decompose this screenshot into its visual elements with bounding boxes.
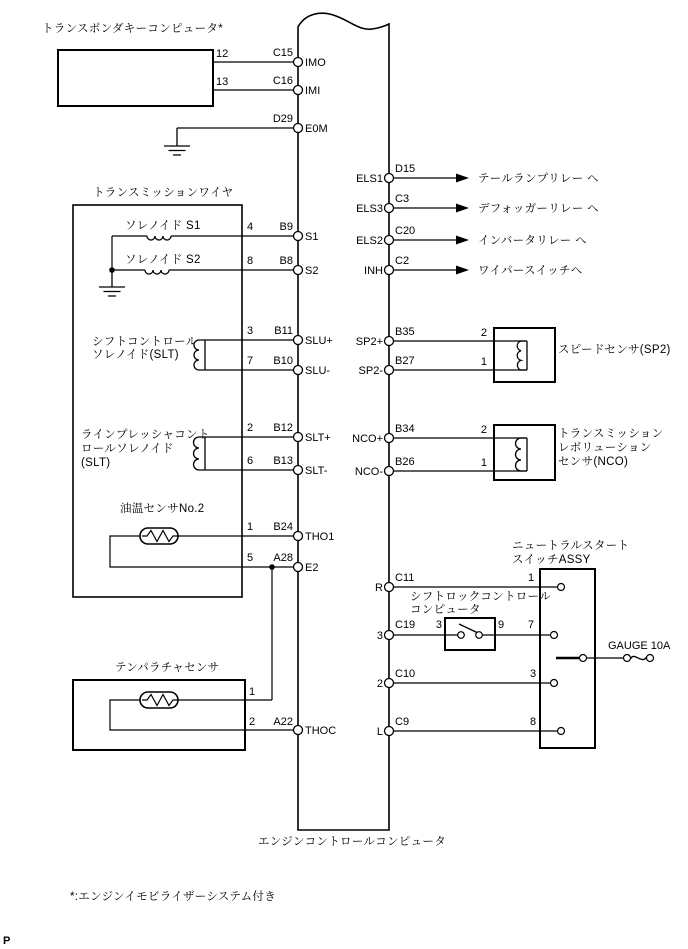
terminal-label: IMO — [305, 57, 326, 69]
connector-code: B10 — [273, 355, 293, 367]
transponder-box — [58, 50, 213, 106]
connector-code: C19 — [395, 619, 416, 631]
page-marker: P — [3, 935, 11, 947]
switch-icon-shift-lock — [458, 624, 483, 638]
pin-label: 5 — [247, 552, 254, 564]
footnote: *:エンジンイモビライザーシステム付き — [70, 891, 276, 903]
terminal-circle-s1 — [294, 232, 303, 241]
coil-icon-s2 — [145, 270, 169, 274]
terminal-circle-sp2-plus — [385, 337, 394, 346]
terminal-circle-slt-plus — [294, 433, 303, 442]
terminal-label: SLU+ — [305, 335, 333, 347]
terminal-circle-inh — [385, 266, 394, 275]
terminal-circle-slu-plus — [294, 336, 303, 345]
solenoid-s1-label: ソレノイド S1 — [125, 220, 201, 232]
pin-label: 2 — [480, 327, 487, 339]
pin-label: 1 — [249, 686, 256, 698]
terminal-label: E0M — [305, 123, 328, 135]
pin-label: 3 — [530, 668, 537, 680]
pin-label: 8 — [530, 716, 537, 728]
speed-sensor-label: スピードセンサ(SP2) — [558, 344, 671, 356]
coil-icon-speed-sensor — [517, 341, 527, 370]
terminal-circle-s2 — [294, 266, 303, 275]
neutral-start-label-line1: ニュートラルスタート — [512, 540, 630, 552]
connector-code: B34 — [395, 423, 415, 435]
temperature-sensor-box — [73, 680, 245, 750]
connector-code: A22 — [273, 716, 293, 728]
temperature-sensor-label: テンパラチャセンサ — [115, 662, 220, 674]
terminal-circle-nco-plus — [385, 434, 394, 443]
terminal-circle-nco-minus — [385, 467, 394, 476]
shift-lock-box — [445, 618, 495, 650]
pin-label: 13 — [216, 76, 229, 88]
coil-icon-slt — [194, 437, 205, 470]
terminal-circle-e0m — [294, 124, 303, 133]
terminal-circle-r — [385, 583, 394, 592]
relay-dest-label: ワイパースイッチへ — [478, 265, 583, 277]
ecu-box — [298, 13, 389, 830]
terminal-label: ELS1 — [356, 173, 383, 185]
pin-label: 8 — [247, 255, 254, 267]
ground-icon-solenoid — [99, 270, 125, 296]
solenoid-s2-label: ソレノイド S2 — [125, 254, 201, 266]
connector-code: C3 — [395, 193, 410, 205]
terminal-label: NCO+ — [352, 433, 383, 445]
pin-label: 1 — [528, 572, 535, 584]
connector-code: A28 — [273, 552, 293, 564]
pin-label: 2 — [247, 422, 254, 434]
neutral-start-label-line2: スイッチASSY — [512, 554, 591, 566]
terminal-circle-2 — [385, 679, 394, 688]
connector-code: B8 — [279, 255, 293, 267]
terminal-label: E2 — [305, 562, 319, 574]
connector-code: B27 — [395, 355, 415, 367]
resistor-icon-oil-temp — [140, 528, 178, 544]
connector-code: B24 — [273, 521, 293, 533]
terminal-label: S1 — [305, 231, 319, 243]
pin-label: 12 — [216, 48, 229, 60]
pin-label: 3 — [435, 619, 442, 631]
terminal-label: SLT- — [305, 465, 328, 477]
connector-code: D29 — [272, 113, 293, 125]
connector-code: B13 — [273, 455, 293, 467]
pin-label: 1 — [480, 457, 487, 469]
terminal-label: NCO- — [354, 466, 383, 478]
terminal-label: INH — [364, 265, 383, 277]
terminal-circle-slt-minus — [294, 466, 303, 475]
pin-label: 7 — [528, 619, 535, 631]
speed-sensor-box — [494, 328, 555, 382]
terminal-circle-e2 — [294, 563, 303, 572]
junction-dot — [109, 267, 115, 273]
terminal-circle-thoc — [294, 726, 303, 735]
revolution-sensor-label-line2: レボリューション — [558, 442, 652, 454]
pin-label: 9 — [498, 619, 505, 631]
terminal-circle-tho1 — [294, 532, 303, 541]
relay-dest-label: テールランプリレー へ — [478, 173, 599, 185]
pin-label: 2 — [249, 716, 256, 728]
connector-code: B11 — [274, 325, 293, 337]
terminal-label: SP2+ — [355, 336, 383, 348]
terminal-circle-3 — [385, 631, 394, 640]
connector-code: C2 — [395, 255, 410, 267]
terminal-label: 2 — [376, 678, 383, 690]
terminal-circle-els3 — [385, 204, 394, 213]
terminal-label: THOC — [305, 725, 337, 737]
relay-dest-label: インバータリレー へ — [478, 235, 587, 247]
terminal-label: ELS2 — [356, 235, 383, 247]
terminal-label: R — [375, 582, 383, 594]
terminal-label: SLU- — [305, 365, 331, 377]
slt-label-line2: ロールソレノイド — [81, 443, 174, 455]
connector-code: B35 — [395, 326, 415, 338]
connector-code: B12 — [273, 422, 293, 434]
slu-label-line2: ソレノイド(SLT) — [92, 349, 179, 361]
terminal-circle-els1 — [385, 174, 394, 183]
resistor-icon-temperature — [140, 692, 178, 708]
terminal-circle-l — [385, 727, 394, 736]
revolution-sensor-box — [494, 425, 555, 480]
connector-code: D15 — [395, 163, 416, 175]
transmission-wire-label: トランスミッションワイヤ — [93, 187, 234, 199]
terminal-label: IMI — [305, 85, 321, 97]
pin-label: 7 — [247, 355, 254, 367]
terminal-circle-els2 — [385, 236, 394, 245]
pin-label: 3 — [247, 325, 254, 337]
arrow-icons-relay-outputs — [456, 174, 469, 275]
connector-code: C11 — [395, 572, 415, 584]
revolution-sensor-label-line1: トランスミッション — [558, 428, 664, 440]
terminal-circle-slu-minus — [294, 366, 303, 375]
transponder-label: トランスポンダキーコンピュータ* — [42, 23, 223, 35]
coil-icon-s1 — [147, 236, 171, 240]
shift-lock-label-line2: コンピュータ — [410, 604, 481, 616]
terminal-circle-imo — [294, 58, 303, 67]
slu-label-line1: シフトコントロール — [92, 336, 198, 348]
pin-label: 4 — [247, 221, 254, 233]
pin-label: 2 — [480, 424, 487, 436]
terminal-circle-imi — [294, 86, 303, 95]
terminal-label: THO1 — [305, 531, 335, 543]
ecu-label: エンジンコントロールコンピュータ — [258, 836, 446, 848]
ground-icon-e0m — [164, 128, 190, 155]
terminal-label: 3 — [376, 630, 383, 642]
terminal-label: SLT+ — [305, 432, 331, 444]
terminal-label: ELS3 — [356, 203, 383, 215]
revolution-sensor-label-line3: センサ(NCO) — [558, 456, 629, 468]
terminal-circle-sp2-minus — [385, 366, 394, 375]
connector-code: C16 — [272, 75, 293, 87]
pin-label: 6 — [247, 455, 254, 467]
pin-label: 1 — [247, 521, 254, 533]
connector-code: C10 — [395, 668, 416, 680]
pin-label: 1 — [480, 356, 487, 368]
terminal-label: L — [376, 726, 383, 738]
oil-temp-sensor-label: 油温センサNo.2 — [120, 503, 205, 515]
relay-dest-label: デフォッガーリレー へ — [478, 203, 599, 215]
connector-code: C20 — [395, 225, 416, 237]
terminal-label: SP2- — [358, 365, 383, 377]
shift-lock-label-line1: シフトロックコントロール — [410, 591, 551, 603]
connector-code: C9 — [395, 716, 410, 728]
fuse-label: GAUGE 10A — [608, 640, 671, 652]
wires — [110, 62, 624, 731]
junction-dot — [269, 564, 275, 570]
coil-icon-revolution-sensor — [516, 438, 528, 471]
connector-code: B9 — [279, 221, 293, 233]
terminal-label: S2 — [305, 265, 319, 277]
slt-label-line1: ラインプレッシャコント — [81, 429, 210, 441]
slt-label-line3: (SLT) — [81, 457, 111, 469]
connector-code: C15 — [272, 47, 293, 59]
connector-code: B26 — [395, 456, 415, 468]
